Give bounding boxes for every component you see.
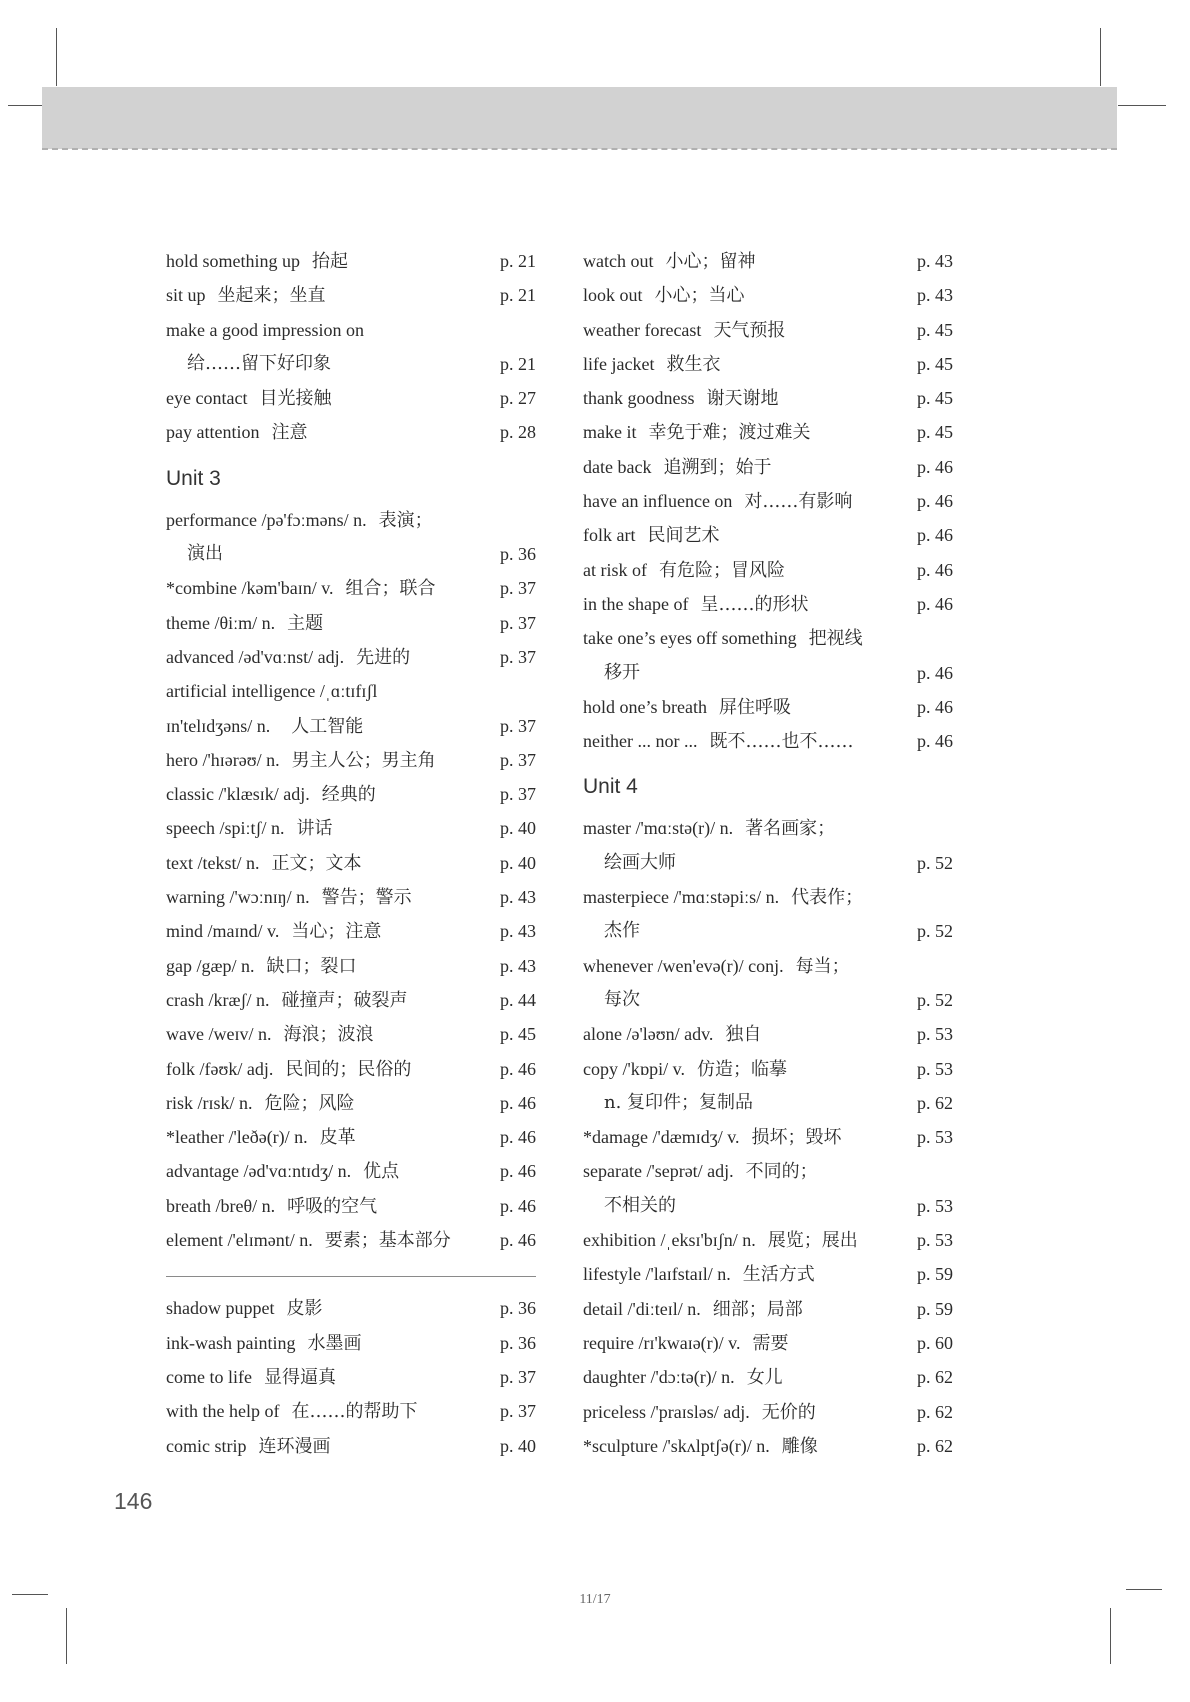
entry-page-ref: p. 46 [917,525,953,546]
entry-page-ref: p. 46 [500,1230,536,1251]
vocab-entry [583,1360,953,1394]
vocab-entry [583,415,953,449]
vocab-entry [166,1326,536,1360]
entry-english: copy /'kɒpi/ v. [583,1058,685,1079]
entry-page-ref: p. 53 [917,1195,953,1216]
entry-chinese: 表演； [378,509,433,531]
vocab-entry [166,709,536,743]
entry-english: make it [583,422,637,443]
entry-chinese: 仿造；临摹 [696,1058,787,1080]
entry-english: require /rɪ'kwaɪə(r)/ v. [583,1332,741,1353]
vocab-entry [583,1429,953,1463]
vocab-entry [166,1429,536,1463]
entry-english: crash /kræʃ/ n. [166,989,270,1010]
entry-english: advantage /əd'vɑːntɪdʒ/ n. [166,1161,352,1182]
entry-page-ref: p. 37 [500,784,536,805]
entry-chinese: 在……的帮助下 [291,1401,418,1423]
entry-page-ref: p. 62 [917,1367,953,1388]
entry-chinese: 优点 [363,1161,400,1183]
crop-mark [1100,28,1101,86]
entry-chinese: 碰撞声；破裂声 [281,989,408,1011]
entry-english: comic strip [166,1435,247,1456]
vocab-entry [583,1395,953,1429]
entry-english: eye contact [166,388,248,409]
entry-page-ref: p. 62 [917,1401,953,1422]
left-column [166,244,536,1463]
entry-chinese: n. 复印件；复制品 [604,1091,754,1113]
entry-english: theme /θiːm/ n. [166,612,276,633]
entry-page-ref: p. 59 [917,1298,953,1319]
entry-page-ref: p. 46 [917,662,953,683]
entry-chinese: 民间的；民俗的 [285,1058,412,1080]
entry-page-ref: p. 43 [500,921,536,942]
entry-page-ref: p. 62 [917,1092,953,1113]
entry-chinese: 救生衣 [666,353,721,375]
entry-page-ref: p. 46 [500,1195,536,1216]
vocab-entry [583,484,953,518]
entry-page-ref: p. 36 [500,544,536,565]
entry-page-ref: p. 21 [500,353,536,374]
entry-chinese: 男主人公；男主角 [291,749,436,771]
entry-chinese: 海浪；波浪 [283,1024,374,1046]
entry-page-ref: p. 46 [917,491,953,512]
entry-chinese: 先进的 [356,646,411,668]
entry-english: hold one’s breath [583,696,707,717]
vocab-entry [583,690,953,724]
vocab-entry [166,313,536,347]
crop-mark [66,1608,67,1664]
entry-chinese: 追溯到；始于 [663,456,772,478]
entry-chinese: 不相关的 [604,1194,676,1216]
entry-chinese: 不同的； [745,1161,818,1183]
entry-english: *leather /'leðə(r)/ n. [166,1127,308,1148]
entry-page-ref: p. 43 [500,887,536,908]
vocab-entry [583,244,953,278]
entry-english: lifestyle /'laɪfstaɪl/ n. [583,1264,731,1285]
entry-english: gap /gæp/ n. [166,955,255,976]
entry-chinese: 著名画家； [745,818,836,840]
vocab-entry [166,846,536,880]
vocab-entry [166,537,536,571]
vocab-entry [583,811,953,845]
entry-english: hero /'hɪərəʊ/ n. [166,749,280,770]
entry-english: breath /breθ/ n. [166,1195,276,1216]
entry-english: wave /weɪv/ n. [166,1024,272,1045]
entry-chinese: 呼吸的空气 [287,1195,378,1217]
entry-chinese: 杰作 [604,920,640,942]
vocab-entry [583,1086,953,1120]
entry-page-ref: p. 46 [917,559,953,580]
entry-chinese: 坐起来；坐直 [217,285,326,307]
entry-english: at risk of [583,559,647,580]
vocab-entry [583,914,953,948]
entry-english: make a good impression on [166,319,364,340]
vocab-entry [166,1394,536,1428]
right-column [583,244,953,1463]
entry-english: take one’s eyes off something [583,628,797,649]
entry-english: thank goodness [583,388,695,409]
entry-english: pay attention [166,422,260,443]
entry-page-ref: p. 37 [500,1366,536,1387]
entry-english: *damage /'dæmɪdʒ/ v. [583,1127,740,1148]
entry-chinese: 显得逼真 [263,1366,336,1388]
vocab-entry [166,674,536,708]
entry-english: shadow puppet [166,1298,275,1319]
entry-english: risk /rɪsk/ n. [166,1092,253,1113]
header-band [42,87,1117,149]
entry-page-ref: p. 46 [917,731,953,752]
entry-chinese: 生活方式 [742,1264,815,1286]
entry-page-ref: p. 40 [500,852,536,873]
entry-chinese: 无价的 [761,1401,816,1423]
entry-page-ref: p. 52 [917,921,953,942]
entry-english: neither ... nor ... [583,731,698,752]
crop-mark [1118,105,1166,106]
entry-english: sit up [166,285,206,306]
entry-page-ref: p. 44 [500,989,536,1010]
entry-page-ref: p. 37 [500,715,536,736]
vocab-entry [583,1257,953,1291]
entry-page-ref: p. 46 [500,1161,536,1182]
entry-chinese: 正文；文本 [271,852,362,874]
vocab-entry [166,278,536,312]
entry-page-ref: p. 52 [917,852,953,873]
unit-heading: Unit 4 [583,775,638,799]
vocab-entry [166,606,536,640]
entry-chinese: 屏住呼吸 [718,696,791,718]
vocab-entry [583,1292,953,1326]
entry-page-ref: p. 46 [500,1127,536,1148]
entry-chinese: 主题 [287,612,324,634]
entry-english: element /'elɪmənt/ n. [166,1230,313,1251]
entry-page-ref: p. 46 [917,593,953,614]
entry-page-ref: p. 53 [917,1230,953,1251]
entry-chinese: 绘画大师 [604,851,676,873]
entry-chinese: 细部；局部 [712,1298,803,1320]
entry-chinese: 经典的 [321,784,376,806]
vocab-entry [166,1154,536,1188]
entry-page-ref: p. 36 [500,1298,536,1319]
entry-page-ref: p. 21 [500,285,536,306]
vocab-entry [583,1052,953,1086]
entry-chinese: 雕像 [781,1435,818,1457]
entry-page-ref: p. 37 [500,749,536,770]
entry-page-ref: p. 37 [500,612,536,633]
entry-page-ref: p. 37 [500,1401,536,1422]
vocab-entry [166,244,536,278]
vocab-entry [166,640,536,674]
entry-page-ref: p. 45 [917,388,953,409]
vocab-entry [583,1326,953,1360]
entry-chinese: 危险；风险 [264,1092,355,1114]
entry-chinese: 需要 [752,1332,789,1354]
entry-chinese: 组合；联合 [345,578,436,600]
entry-english: text /tekst/ n. [166,852,260,873]
entry-chinese: 有危险；冒风险 [658,559,785,581]
vocab-entry [166,347,536,381]
entry-english: master /'mɑːstə(r)/ n. [583,818,734,839]
entry-chinese: 水墨画 [307,1332,362,1354]
entry-english: advanced /əd'vɑːnst/ adj. [166,646,345,667]
vocab-entry [166,1291,536,1325]
entry-english: *sculpture /'skʌlptʃə(r)/ n. [583,1435,770,1456]
entry-chinese: 移开 [604,661,640,683]
vocab-entry [583,381,953,415]
vocab-entry [166,811,536,845]
entry-page-ref: p. 53 [917,1127,953,1148]
entry-chinese: 演出 [187,543,223,565]
vocab-entry [583,724,953,758]
entry-english: whenever /wen'evə(r)/ conj. [583,955,784,976]
entry-chinese: 人工智能 [291,715,364,737]
vocab-entry [583,656,953,690]
vocab-entry [166,1086,536,1120]
entry-chinese: 讲话 [296,818,333,840]
entry-english: watch out [583,251,654,271]
entry-page-ref: p. 37 [500,578,536,599]
vocab-entry [583,450,953,484]
entry-page-ref: p. 40 [500,818,536,839]
entry-english: exhibition /ˌeksɪ'bɪʃn/ n. [583,1230,756,1251]
entry-page-ref: p. 36 [500,1332,536,1353]
page-number: 146 [114,1488,153,1514]
entry-page-ref: p. 46 [917,696,953,717]
vocab-entry [583,1223,953,1257]
vocab-entry [166,743,536,777]
entry-chinese: 目光接触 [259,388,332,410]
entry-chinese: 小心；当心 [654,285,745,307]
entry-chinese: 皮影 [286,1298,323,1320]
entry-english: alone /ə'ləʊn/ adv. [583,1024,714,1045]
vocab-entry [583,278,953,312]
vocab-entry [583,347,953,381]
vocab-entry [583,1189,953,1223]
entry-chinese: 独自 [725,1024,762,1046]
vocab-entry [583,1017,953,1051]
vocab-entry [166,1189,536,1223]
entry-chinese: 幸免于难；渡过难关 [648,422,811,444]
footer-page-indicator: 11/17 [579,1592,611,1607]
entry-page-ref: p. 45 [917,353,953,374]
entry-page-ref: p. 43 [500,955,536,976]
entry-chinese: 对……有影响 [744,491,853,513]
entry-english: come to life [166,1366,252,1387]
entry-english: look out [583,285,643,306]
vocab-entry [583,846,953,880]
vocab-entry [166,777,536,811]
vocab-entry [166,381,536,415]
entry-english: ɪn'telɪdʒəns/ n. [166,715,271,736]
entry-english: warning /'wɔːnɪŋ/ n. [166,887,310,908]
entry-chinese: 损坏；毁坏 [751,1127,842,1149]
vocab-entry [166,503,536,537]
entry-chinese: 呈……的形状 [700,593,809,615]
entry-english: mind /maɪnd/ v. [166,921,280,942]
entry-page-ref: p. 21 [500,251,536,271]
entry-chinese: 当心；注意 [291,921,382,943]
entry-english: daughter /'dɔːtə(r)/ n. [583,1367,735,1388]
vocab-entry [166,880,536,914]
vocab-entry [583,518,953,552]
entry-page-ref: p. 53 [917,1024,953,1045]
entry-chinese: 连环漫画 [258,1435,331,1457]
entry-english: weather forecast [583,319,702,340]
entry-chinese: 抬起 [312,251,348,272]
vocab-entry [583,587,953,621]
entry-page-ref: p. 45 [500,1024,536,1045]
entry-page-ref: p. 59 [917,1264,953,1285]
entry-page-ref: p. 46 [500,1092,536,1113]
entry-chinese: 缺口；裂口 [266,955,357,977]
entry-chinese: 民间艺术 [647,525,720,547]
entry-chinese: 女儿 [746,1367,783,1389]
entry-english: date back [583,456,652,477]
vocab-entry [583,1120,953,1154]
vocab-entry [583,983,953,1017]
vocab-entry [166,1360,536,1394]
crop-mark [56,28,57,86]
entry-chinese: 谢天谢地 [706,388,779,410]
vocab-entry [166,1223,536,1257]
entry-page-ref: p. 37 [500,646,536,667]
entry-page-ref: p. 62 [917,1435,953,1456]
entry-english: with the help of [166,1401,280,1422]
vocab-entry [583,949,953,983]
entry-chinese: 给……留下好印象 [187,352,331,374]
entry-english: have an influence on [583,491,733,512]
unit-heading: Unit 3 [166,466,221,490]
entry-page-ref: p. 45 [917,422,953,443]
entry-english: detail /'diːteɪl/ n. [583,1298,701,1319]
entry-chinese: 注意 [271,422,308,444]
vocab-entry [583,313,953,347]
entry-page-ref: p. 46 [500,1058,536,1079]
entry-page-ref: p. 45 [917,319,953,340]
entry-english: performance /pə'fɔːməns/ n. [166,509,367,530]
crop-mark [1110,1608,1111,1664]
entry-chinese: 警告；警示 [321,887,412,909]
crop-mark [1126,1589,1162,1590]
entry-chinese: 小心；留神 [665,251,756,272]
entry-page-ref: p. 27 [500,388,536,409]
vocab-entry [166,949,536,983]
entry-page-ref: p. 40 [500,1435,536,1456]
vocab-entry [583,880,953,914]
section-divider [166,1276,536,1277]
entry-chinese: 既不……也不…… [709,731,854,753]
entry-chinese: 要素；基本部分 [324,1230,451,1252]
vocab-entry [166,415,536,449]
entry-page-ref: p. 46 [917,456,953,477]
entry-page-ref: p. 43 [917,251,953,271]
vocab-entry [166,983,536,1017]
entry-english: in the shape of [583,593,689,614]
entry-english: hold something up [166,251,300,271]
entry-english: ink-wash painting [166,1332,296,1353]
entry-page-ref: p. 28 [500,422,536,443]
entry-english: *combine /kəm'baɪn/ v. [166,578,334,599]
vocab-entry [583,1154,953,1188]
entry-chinese: 皮革 [319,1127,356,1149]
entry-english: folk /fəʊk/ adj. [166,1058,274,1079]
entry-chinese: 代表作； [791,887,864,909]
entry-english: classic /'klæsɪk/ adj. [166,784,310,805]
vocab-entry [166,1017,536,1051]
vocab-entry [583,621,953,655]
entry-page-ref: p. 60 [917,1332,953,1353]
entry-page-ref: p. 43 [917,285,953,306]
vocab-entry [166,1052,536,1086]
entry-english: speech /spiːtʃ/ n. [166,818,285,839]
entry-english: separate /'seprət/ adj. [583,1161,734,1182]
vocab-entry [583,553,953,587]
entry-chinese: 每次 [604,988,640,1010]
entry-chinese: 把视线 [808,628,863,650]
entry-chinese: 每当； [795,955,850,977]
entry-chinese: 天气预报 [713,319,786,341]
vocab-entry [166,914,536,948]
vocab-entry [166,1120,536,1154]
entry-english: priceless /'praɪsləs/ adj. [583,1401,750,1422]
entry-english: life jacket [583,353,655,374]
entry-page-ref: p. 52 [917,989,953,1010]
entry-english: folk art [583,525,636,546]
entry-chinese: 展览；展出 [767,1230,858,1252]
entry-english: artificial intelligence /ˌɑːtɪfɪʃl [166,681,378,702]
vocab-entry [166,571,536,605]
header-dashed-rule [42,148,1117,150]
entry-english: masterpiece /'mɑːstəpiːs/ n. [583,887,780,908]
entry-page-ref: p. 53 [917,1058,953,1079]
